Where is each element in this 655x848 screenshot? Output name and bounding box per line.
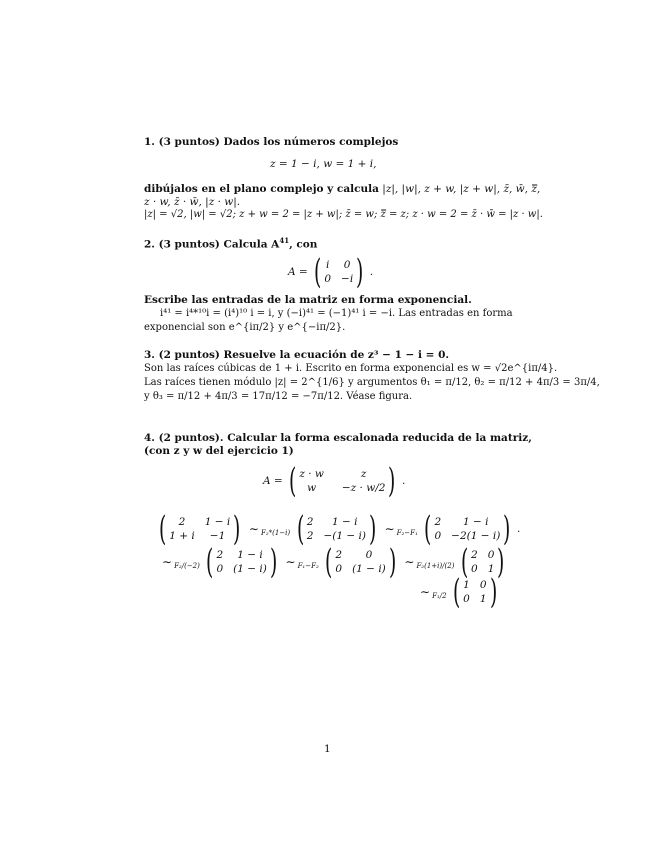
matrix-cell: −z · w/2 xyxy=(341,482,386,494)
matrix-cell: 2 xyxy=(306,516,314,528)
q1-prompt-math: |z|, |w|, z + w, |z + w|, z̄, w̄, z̿, xyxy=(378,183,541,195)
page-number: 1 xyxy=(324,743,331,755)
q2-matrix-eq xyxy=(288,252,374,292)
row-op: F₁−F₂ xyxy=(297,562,319,570)
step-matrix-7 xyxy=(450,572,500,612)
step-matrix-4 xyxy=(203,542,280,582)
matrix-cell: 1 + i xyxy=(169,530,195,542)
q1-prompt-line2: z · w, z̄ · w̄, |z · w|. xyxy=(144,196,241,208)
q2-matrix-end: . xyxy=(369,266,374,278)
right-paren-icon: ) xyxy=(497,542,505,582)
matrix-cell: −1 xyxy=(209,530,226,542)
matrix-cell: 0 xyxy=(471,563,478,575)
right-paren-icon: ) xyxy=(503,509,511,549)
matrix-cell: 2 xyxy=(178,516,186,528)
q4-matrix xyxy=(286,461,399,501)
q2-matrix xyxy=(311,252,366,292)
q2-title-sup: 41 xyxy=(279,236,290,245)
similar-icon: ∼ xyxy=(384,522,395,536)
row-op: F₂−F₁ xyxy=(396,529,418,537)
right-paren-icon: ) xyxy=(233,509,241,549)
right-paren-icon: ) xyxy=(388,461,396,501)
q2-answer-line2: exponencial son e^{iπ/2} y e^{−iπ/2}. xyxy=(144,322,346,333)
matrix-cell: 0 xyxy=(324,273,332,285)
matrix-cell: (1 − i) xyxy=(233,563,267,575)
matrix-cell: 2 xyxy=(434,516,442,528)
left-paren-icon: ( xyxy=(206,542,214,582)
step-matrix-6 xyxy=(458,542,508,582)
left-paren-icon: ( xyxy=(452,572,461,612)
row-end: . xyxy=(516,523,521,535)
step-matrix-1 xyxy=(156,509,244,549)
q2-title xyxy=(144,236,317,251)
matrix-cell: 1 − i xyxy=(331,516,358,528)
step-matrix-5 xyxy=(322,542,399,582)
q4-matrix-eq xyxy=(263,461,406,501)
right-paren-icon: ) xyxy=(388,542,397,582)
q4-matrix-lhs: A = xyxy=(263,475,283,487)
right-paren-icon: ) xyxy=(269,542,278,582)
q2-answer-line1: i⁴¹ = i⁴*¹⁰i = (i⁴)¹⁰ i = i, y (−i)⁴¹ = (−1)⁴¹ i = −i. Las entradas en forma xyxy=(160,308,513,319)
similar-icon: ∼ xyxy=(248,522,259,536)
right-paren-icon: ) xyxy=(368,509,377,549)
row-op: F₂*(1−i) xyxy=(260,529,291,537)
q1-prompt-bold: dibújalos en el plano complejo y calcula xyxy=(144,183,379,195)
q2-prompt: Escribe las entradas de la matriz en forma exponencial. xyxy=(144,294,472,306)
matrix-cell: 1 xyxy=(479,593,487,605)
matrix-cell: 1 − i xyxy=(462,516,489,528)
matrix-cell: −(1 − i) xyxy=(323,530,366,542)
row-op: F₁/2 xyxy=(432,592,447,600)
matrix-cell: 0 xyxy=(365,549,373,561)
matrix-cell: 2 xyxy=(306,530,314,542)
step-matrix-2 xyxy=(294,509,380,549)
q1-answer: |z| = √2, |w| = √2; z + w = 2 = |z + w|; z̄ = w; z̿ = z; z · w = 2 = z̄ · w̄ = |z · w|. xyxy=(144,209,543,220)
matrix-cell: 0 xyxy=(335,563,343,575)
right-paren-icon: ) xyxy=(489,572,497,612)
matrix-cell: −2(1 − i) xyxy=(451,530,501,542)
left-paren-icon: ( xyxy=(314,252,322,292)
similar-icon: ∼ xyxy=(404,555,415,569)
matrix-cell: (1 − i) xyxy=(352,563,386,575)
matrix-cell: z · w xyxy=(299,468,324,480)
right-paren-icon: ) xyxy=(356,252,364,292)
matrix-cell: 1 − i xyxy=(204,516,231,528)
matrix-cell: 2 xyxy=(471,549,478,561)
similar-icon: ∼ xyxy=(162,555,173,569)
left-paren-icon: ( xyxy=(325,542,333,582)
left-paren-icon: ( xyxy=(424,509,432,549)
q4-title-line2: (con z y w del ejercicio 1) xyxy=(144,445,294,457)
step-matrix-3 xyxy=(421,509,513,549)
row-op: F₂/(−2) xyxy=(174,562,200,570)
left-paren-icon: ( xyxy=(289,461,297,501)
matrix-cell: 2 xyxy=(335,549,343,561)
matrix-cell: 1 xyxy=(487,563,495,575)
matrix-cell: 0 xyxy=(434,530,442,542)
q1-definitions: z = 1 − i, w = 1 + i, xyxy=(270,158,377,170)
q3-line2: Las raíces tienen módulo |z| = 2^{1/6} y argumentos θ₁ = π/12, θ₂ = π/12 + 4π/3 = 3π/4, xyxy=(144,377,600,388)
matrix-cell: w xyxy=(307,482,317,494)
q3-title: 3. (2 puntos) Resuelve la ecuación de z³ − 1 − i = 0. xyxy=(144,349,450,361)
q2-title-text: 2. (3 puntos) Calcula A xyxy=(144,238,280,251)
left-paren-icon: ( xyxy=(158,509,167,549)
matrix-cell: 0 xyxy=(343,259,351,271)
matrix-cell: 0 xyxy=(216,563,224,575)
reduction-row-1 xyxy=(156,509,521,549)
q1-prompt xyxy=(144,183,540,195)
q4-matrix-end: . xyxy=(402,475,406,487)
matrix-cell: 0 xyxy=(463,593,470,605)
left-paren-icon: ( xyxy=(460,542,469,582)
matrix-cell: i xyxy=(325,259,330,271)
q4-title-line1: 4. (2 puntos). Calcular la forma escalonada reducida de la matriz, xyxy=(144,432,532,444)
matrix-cell: 0 xyxy=(487,549,495,561)
matrix-cell: 0 xyxy=(479,579,487,591)
matrix-cell: −i xyxy=(341,273,354,285)
similar-icon: ∼ xyxy=(285,555,296,569)
q3-line3: y θ₃ = π/12 + 4π/3 = 17π/12 = −7π/12. Véase figura. xyxy=(144,391,413,402)
q2-title-end: , con xyxy=(289,238,318,251)
q2-matrix-lhs: A = xyxy=(288,266,308,278)
q3-line1: Son las raíces cúbicas de 1 + i. Escrito en forma exponencial es w = √2e^{iπ/4}. xyxy=(144,363,558,374)
matrix-cell: 1 xyxy=(463,579,470,591)
reduction-row-3 xyxy=(418,572,500,612)
matrix-cell: z xyxy=(360,468,367,480)
similar-icon: ∼ xyxy=(420,585,431,599)
left-paren-icon: ( xyxy=(296,509,304,549)
q1-title: 1. (3 puntos) Dados los números complejos xyxy=(144,136,399,148)
row-op: F₂(1+i)/(2) xyxy=(416,562,455,570)
matrix-cell: 1 − i xyxy=(237,549,263,561)
matrix-cell: 2 xyxy=(216,549,224,561)
